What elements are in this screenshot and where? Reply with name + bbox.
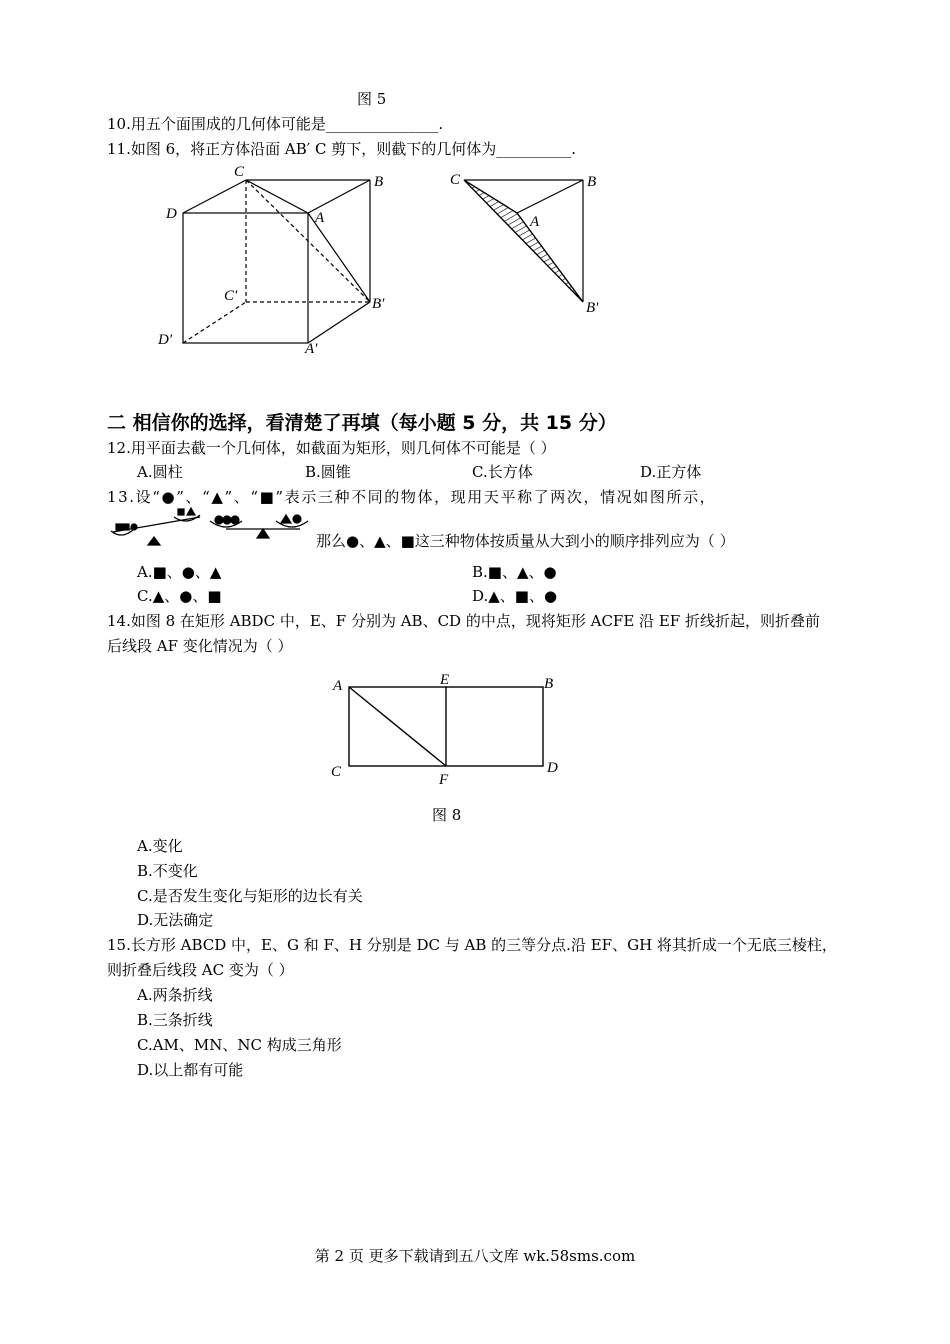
question-13-stem: 13.设“●”、“▲”、“■”表示三种不同的物体，现用天平称了两次，情况如图所示， [107, 488, 717, 506]
fig8-label-b: B [544, 676, 554, 692]
q13-option-d: D.▲、■、● [472, 587, 558, 605]
q13-option-c: C.▲、●、■ [137, 587, 222, 605]
figure-8-rectangle [325, 670, 575, 790]
question-14-stem-1: 14.如图 8 在矩形 ABDC 中，E、F 分别为 AB、CD 的中点，现将矩形 ACFE 沿 EF 折线折起，则折叠前 [107, 612, 820, 630]
cube-label-d: D [166, 206, 177, 222]
cube-label-d-prime: D′ [158, 332, 173, 348]
q14-option-a: A.变化 [137, 837, 183, 855]
figure-6-cube [150, 160, 630, 360]
cube-label-c: C [234, 164, 245, 180]
cube-label-c-prime: C′ [224, 288, 238, 304]
q13-option-b: B.■、▲、● [472, 563, 557, 581]
page-footer: 第 2 页 更多下载请到五八文库 wk.58sms.com [314, 1247, 636, 1265]
line-af [349, 687, 446, 766]
piece-label-a: A [530, 214, 540, 230]
balance-scale-2 [210, 515, 308, 538]
fig8-label-a: A [333, 678, 343, 694]
cube-label-a: A [315, 210, 325, 226]
fig8-label-f: F [439, 772, 449, 788]
question-10: 10.用五个面围成的几何体可能是_______________. [107, 115, 444, 133]
cube-label-b-prime: B′ [372, 296, 385, 312]
question-15-stem-1: 15.长方形 ABCD 中，E、G 和 F、H 分别是 DC 与 AB 的三等分点.沿 EF、GH 将其折成一个无底三棱柱， [107, 936, 837, 954]
q13-option-a: A.■、●、▲ [137, 563, 222, 581]
piece-label-c: C [450, 172, 461, 188]
figure-5-caption: 图 5 [357, 90, 387, 108]
q15-option-d: D.以上都有可能 [137, 1061, 244, 1079]
piece-label-b: B [587, 174, 597, 190]
q14-option-b: B.不变化 [137, 862, 198, 880]
q15-option-b: B.三条折线 [137, 1011, 213, 1029]
cube-label-a-prime: A′ [305, 341, 318, 357]
piece-label-b-prime: B′ [586, 300, 599, 316]
q12-option-c: C.长方体 [472, 463, 533, 481]
cube-label-b: B [374, 174, 384, 190]
question-14-stem-2: 后线段 AF 变化情况为（ ） [107, 637, 293, 655]
figure-6-piece [464, 180, 583, 302]
fig8-label-c: C [331, 764, 342, 780]
balance-scales-figure [108, 505, 313, 550]
balance-scale-1 [111, 508, 200, 545]
q15-option-a: A.两条折线 [137, 986, 213, 1004]
q12-option-b: B.圆锥 [305, 463, 351, 481]
section-2-heading: 二 相信你的选择，看清楚了再填（每小题 5 分，共 15 分） [107, 412, 617, 434]
question-13-stem-2: 那么●、▲、■这三种物体按质量从大到小的顺序排列应为（ ） [316, 532, 735, 550]
question-12-stem: 12.用平面去截一个几何体，如截面为矩形，则几何体不可能是（ ） [107, 439, 556, 457]
question-11: 11.如图 6，将正方体沿面 AB′ C 剪下，则截下的几何体为__________. [107, 140, 576, 158]
q14-option-c: C.是否发生变化与矩形的边长有关 [137, 887, 363, 905]
q12-option-d: D.正方体 [640, 463, 702, 481]
q12-option-a: A.圆柱 [137, 463, 183, 481]
figure-8-caption: 图 8 [432, 806, 462, 824]
fig8-label-d: D [547, 760, 558, 776]
question-15-stem-2: 则折叠后线段 AC 变为（ ） [107, 961, 294, 979]
fig8-label-e: E [440, 672, 450, 688]
q14-option-d: D.无法确定 [137, 911, 214, 929]
q15-option-c: C.AM、MN、NC 构成三角形 [137, 1036, 342, 1054]
